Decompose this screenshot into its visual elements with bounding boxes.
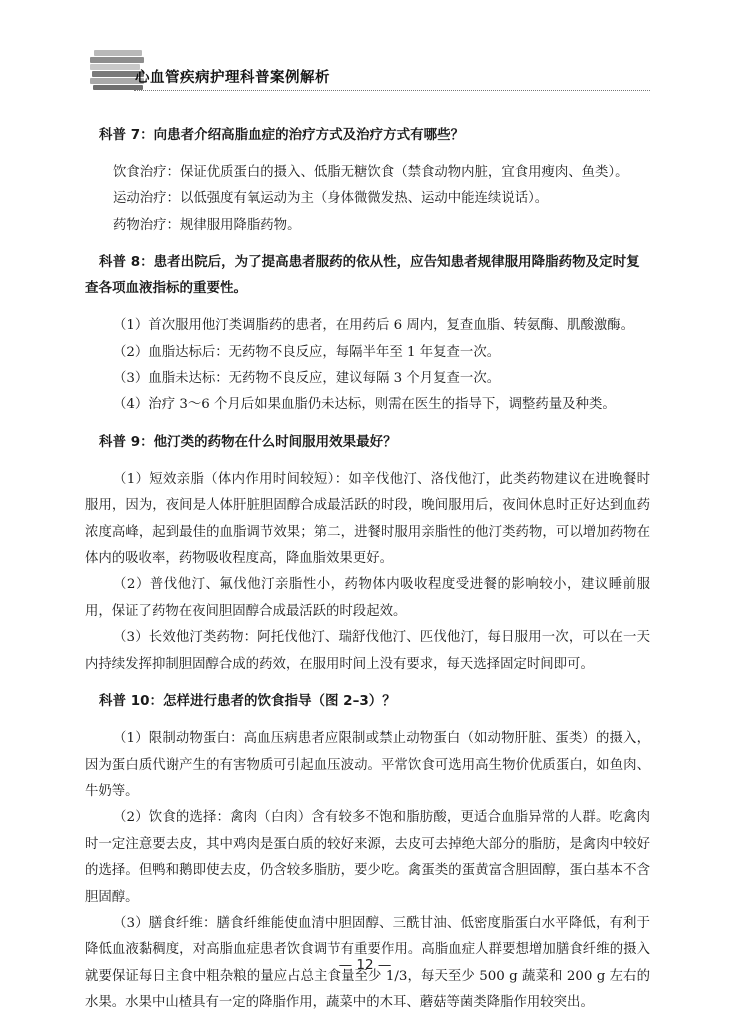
paragraph: （2）血脂达标后：无药物不良反应，每隔半年至 1 年复查一次。: [113, 344, 501, 360]
paragraph: （1）限制动物蛋白：高血压病患者应限制或禁止动物蛋白（如动物肝脏、蛋类）的摄入，因为蛋白质代谢产生的有害物质可引起血压波动。平常饮食可选用高生物价优质蛋白，如鱼肉、牛奶等。: [85, 731, 650, 799]
section-heading: 科普 9：他汀类的药物在什么时间服用效果最好？: [99, 433, 397, 450]
paragraph: （2）普伐他汀、氟伐他汀亲脂性小，药物体内吸收程度受进餐的影响较小，建议睡前服用，保证了药物在夜间胆固醇合成最活跃的时段起效。: [85, 577, 650, 619]
page-body: [85, 118, 650, 1017]
paragraph: 药物治疗：规律服用降脂药物。: [113, 217, 301, 233]
page-number: — 12 —: [338, 957, 392, 973]
section-heading: 科普 7：向患者介绍高脂血症的治疗方式及治疗方式有哪些？: [99, 127, 465, 143]
paragraph: （1）首次服用他汀类调脂药的患者，在用药后 6 周内，复查血脂、转氨酶、肌酸激酶。: [113, 318, 635, 334]
book-title: 心血管疾病护理科普案例解析: [135, 70, 330, 86]
paragraph: （3）长效他汀类药物：阿托伐他汀、瑞舒伐他汀、匹伐他汀，每日服用一次，可以在一天内持续发挥抑制胆固醇合成的药效，在服用时间上没有要求，每天选择固定时间即可。: [85, 630, 650, 672]
paragraph: 饮食治疗：保证优质蛋白的摄入、低脂无糖饮食（禁食动物内脏，宜食用瘦肉、鱼类）。: [113, 165, 629, 180]
paragraph: （4）治疗 3～6 个月后如果血脂仍未达标，则需在医生的指导下，调整药量及种类。: [113, 397, 616, 413]
section-heading: 科普 8：患者出院后，为了提高患者服药的依从性，应告知患者规律服用降脂药物及定时复查各项血液指标的重要性。: [85, 254, 640, 297]
section-heading: 科普 10：怎样进行患者的饮食指导（图 2–3）？: [99, 693, 396, 710]
paragraph: （3）血脂未达标：无药物不良反应，建议每隔 3 个月复查一次。: [113, 371, 501, 387]
paragraph: 运动治疗：以低强度有氧运动为主（身体微微发热、运动中能连续说话）。: [113, 191, 549, 207]
paragraph: （3）膳食纤维：膳食纤维能使血清中胆固醇、三酰甘油、低密度脂蛋白水平降低，有利于降低血液黏稠度，对高脂血症患者饮食调节有重要作用。高脂血症人群要想增加膳食纤维的摄入就要保证每日主食中粗杂粮的量应占总主食量至少 1/3，每天至少 500 g 蔬菜和 200 g 左右的水果。水果中山楂具有一定的降脂作用，蔬菜中的木耳、蘑菇等菌类降脂作用较突出。: [85, 915, 650, 1011]
running-header: [90, 48, 650, 94]
header-divider: [134, 90, 650, 91]
paragraph: （2）饮食的选择：禽肉（白肉）含有较多不饱和脂肪酸，更适合血脂异常的人群。吃禽肉时一定注意要去皮，其中鸡肉是蛋白质的较好来源，去皮可去掉绝大部分的脂肪，是禽肉中较好的选择。但鸭和鹅即使去皮，仍含较多脂肪，要少吃。禽蛋类的蛋黄富含胆固醇，蛋白基本不含胆固醇。: [85, 810, 650, 905]
paragraph: （1）短效亲脂（体内作用时间较短）：如辛伐他汀、洛伐他汀，此类药物建议在进晚餐时服用，因为，夜间是人体肝脏胆固醇合成最活跃的时段，晚间服用后，夜间休息时正好达到血药浓度高峰，起到最佳的血脂调节效果；第二，进餐时服用亲脂性的他汀类药物，可以增加药物在体内的吸收率，药物吸收程度高，降血脂效果更好。: [85, 471, 650, 567]
